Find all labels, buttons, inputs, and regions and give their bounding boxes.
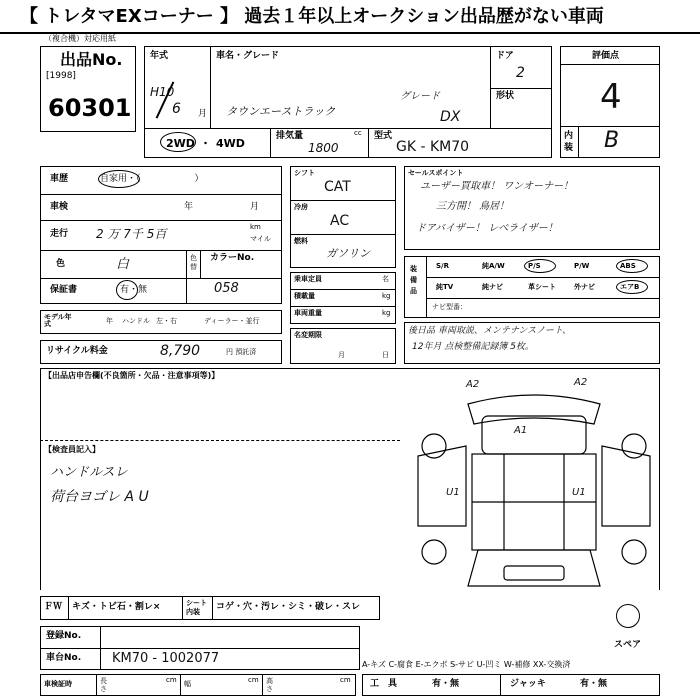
declaration-label: 【出品店申告欄(不良箇所・欠品・注意事項等)】 bbox=[44, 371, 220, 380]
dealer-label: ディーラー・並行 bbox=[204, 317, 260, 325]
weight-label: 車両重量 bbox=[294, 309, 322, 317]
inspector-line-2: 荷台ヨゴレ A U bbox=[50, 489, 149, 505]
equip-item: P/W bbox=[574, 262, 590, 270]
drive-2wd-circle bbox=[160, 132, 196, 152]
drive-4wd: 4WD bbox=[216, 137, 245, 150]
wheel-fl bbox=[422, 434, 446, 458]
sales-line-1: ユーザー買取車！ ワンオーナー！ bbox=[420, 181, 574, 192]
note-line-1: 後日品 車両取説、メンテナンスノート、 bbox=[408, 326, 572, 336]
reg-label: 登録No. bbox=[46, 631, 82, 641]
cert-label: 車検証時 bbox=[44, 680, 72, 688]
damage-left-u: U1 bbox=[446, 487, 460, 498]
model-year-label: モデル年式 bbox=[44, 313, 72, 328]
banner-title: 【 トレタマEXコーナー 】 過去１年以上オークション出品歴がない車両 bbox=[20, 6, 604, 27]
banner-text bbox=[20, 8, 604, 26]
chassis-label: 車台No. bbox=[46, 653, 82, 663]
nensiki-label: 年式 bbox=[150, 51, 169, 61]
spare-circle bbox=[616, 604, 640, 628]
color-no-value: 058 bbox=[214, 281, 239, 296]
shift-value: CAT bbox=[324, 179, 351, 195]
equip-item: S/R bbox=[436, 262, 449, 270]
history-label: 車歴 bbox=[50, 174, 69, 184]
recycle-value: 8,790 bbox=[160, 343, 201, 359]
shift-label: シフト bbox=[294, 169, 315, 177]
len-cm: cm bbox=[166, 676, 177, 684]
jack-value: 有・無 bbox=[580, 679, 608, 689]
equip-item: 純ナビ bbox=[482, 283, 503, 291]
mileage-mile: マイル bbox=[250, 235, 271, 243]
load-kg: kg bbox=[382, 292, 391, 300]
wheel-fr bbox=[622, 434, 646, 458]
equip-label: 装備品 bbox=[410, 265, 417, 295]
tools-value: 有・無 bbox=[432, 679, 460, 689]
capacity-label: 乗車定員 bbox=[294, 275, 322, 283]
height-label: 高さ bbox=[266, 677, 273, 693]
displacement-unit: cc bbox=[354, 129, 362, 137]
mileage-label: 走行 bbox=[50, 229, 69, 239]
change-day: 日 bbox=[382, 351, 389, 359]
navi-label: ナビ型番： bbox=[432, 303, 467, 311]
year-value: H10 bbox=[150, 85, 175, 99]
shape-label: 形状 bbox=[496, 91, 515, 101]
equip-item: 外ナビ bbox=[574, 283, 595, 291]
damage-a2-right: A2 bbox=[574, 377, 588, 388]
legend: A-キズ C-腐食 E-エクボ S-サビ U-凹ミ W-補修 XX-交換済 bbox=[362, 660, 571, 669]
fw-value: キズ・トビ石・割レ× bbox=[72, 602, 161, 612]
wheel-rl bbox=[422, 540, 446, 564]
jack-label: ジャッキ bbox=[510, 679, 546, 689]
interior-label: 内装 bbox=[564, 131, 574, 153]
drive-sep: ・ bbox=[200, 137, 211, 150]
color-change: 色替 bbox=[190, 254, 197, 271]
lot-number: 60301 bbox=[48, 94, 132, 122]
shaken-label: 車検 bbox=[50, 202, 69, 212]
score-value: 4 bbox=[600, 77, 622, 117]
equip-item: ABS bbox=[620, 262, 636, 270]
warranty-value: 有・無 bbox=[120, 285, 148, 295]
displacement-value: 1800 bbox=[308, 141, 339, 155]
shaken-month: 月 bbox=[250, 202, 260, 212]
model-year-nen: 年 bbox=[106, 317, 113, 325]
recycle-unit: 円 預託済 bbox=[226, 348, 257, 356]
doors-value: 2 bbox=[516, 65, 525, 81]
grade-value: DX bbox=[440, 109, 461, 125]
score-label: 評価点 bbox=[592, 51, 620, 61]
lot-label: 出品No. bbox=[60, 50, 123, 69]
fw-label: ＦＷ bbox=[44, 602, 63, 612]
car-cab-roof bbox=[482, 416, 586, 454]
history-value: 自家用・（ ） bbox=[100, 174, 204, 184]
ac-value: AC bbox=[330, 213, 350, 229]
color-label: 色 bbox=[56, 259, 66, 269]
seat-value: コゲ・穴・汚レ・シミ・破レ・スレ bbox=[216, 602, 361, 612]
displacement-label: 排気量 bbox=[276, 131, 304, 141]
damage-right-u: U1 bbox=[572, 487, 586, 498]
inspector-line-1: ハンドルスレ bbox=[50, 465, 128, 480]
recycle-label: リサイクル料金 bbox=[46, 346, 108, 356]
equip-circle bbox=[616, 280, 648, 294]
equip-item: 純TV bbox=[436, 283, 454, 291]
ac-label: 冷房 bbox=[294, 203, 308, 211]
capacity-unit: 名 bbox=[382, 275, 389, 283]
handle-label: ハンドル bbox=[122, 317, 150, 325]
spare-label: スペア bbox=[614, 640, 642, 650]
color-value: 白 bbox=[116, 257, 130, 272]
interior-value: B bbox=[604, 128, 620, 153]
len-label: 長さ bbox=[100, 677, 107, 693]
name-label: 車名・グレード bbox=[216, 51, 280, 61]
car-top-front bbox=[468, 395, 600, 424]
warranty-circle bbox=[116, 280, 138, 300]
mileage-value: 2 万 7千 5百 bbox=[96, 227, 167, 241]
weight-kg: kg bbox=[382, 309, 391, 317]
month-value: 6 bbox=[172, 101, 181, 117]
history-circle bbox=[98, 170, 140, 188]
damage-roof: A1 bbox=[514, 425, 528, 436]
sales-line-2: 三方開！ 鳥居！ bbox=[436, 201, 510, 212]
width-label: 幅 bbox=[184, 680, 191, 688]
fuel-label: 燃料 bbox=[294, 237, 308, 245]
equip-item: 純A/W bbox=[482, 262, 505, 270]
sales-line-3: ドアバイザー！ レベライザー！ bbox=[416, 223, 558, 234]
drive-2wd: 2WD bbox=[166, 137, 195, 150]
model-label: 型式 bbox=[374, 131, 393, 141]
equip-item: 革シート bbox=[528, 283, 556, 291]
tools-label: 工 具 bbox=[370, 679, 398, 689]
cert-box bbox=[40, 674, 356, 696]
note-line-2: 12年月 点検整備記録簿 5枚。 bbox=[412, 342, 534, 352]
mileage-km: km bbox=[250, 223, 261, 231]
shaken-year: 年 bbox=[184, 202, 194, 212]
change-month: 月 bbox=[338, 351, 345, 359]
equip-item: エアB bbox=[620, 283, 640, 291]
lot-year: [1998] bbox=[46, 71, 76, 81]
doc-label: （複合機）対応用紙 bbox=[44, 34, 116, 43]
equip-item: P/S bbox=[528, 262, 541, 270]
doors-label: ドア bbox=[496, 51, 514, 61]
seat-label: シート内装 bbox=[186, 599, 207, 616]
model-value: GK - KM70 bbox=[396, 139, 470, 155]
height-cm: cm bbox=[340, 676, 351, 684]
grade-hw: グレード bbox=[400, 91, 440, 102]
sales-label: セールスポイント bbox=[408, 169, 464, 177]
width-cm: cm bbox=[248, 676, 259, 684]
color-no-label: カラーNo. bbox=[210, 253, 255, 263]
change-label: 名変期限 bbox=[294, 331, 322, 339]
wheel-rr bbox=[622, 540, 646, 564]
car-body-right bbox=[602, 446, 650, 526]
chassis-value: KM70 - 1002077 bbox=[112, 651, 220, 666]
warranty-label: 保証書 bbox=[50, 285, 78, 295]
equip-circle bbox=[616, 259, 648, 273]
fuel-value: ガソリン bbox=[326, 247, 370, 260]
inspector-label: 【検査員記入】 bbox=[44, 445, 100, 454]
name-value: タウンエーストラック bbox=[226, 105, 336, 118]
damage-a2-left: A2 bbox=[466, 379, 480, 390]
month-unit: 月 bbox=[198, 109, 208, 119]
banner bbox=[0, 0, 700, 34]
load-label: 積載量 bbox=[294, 292, 315, 300]
handle-value: 左・右 bbox=[156, 317, 177, 325]
car-body-left bbox=[418, 446, 466, 526]
equip-circle bbox=[524, 259, 556, 273]
